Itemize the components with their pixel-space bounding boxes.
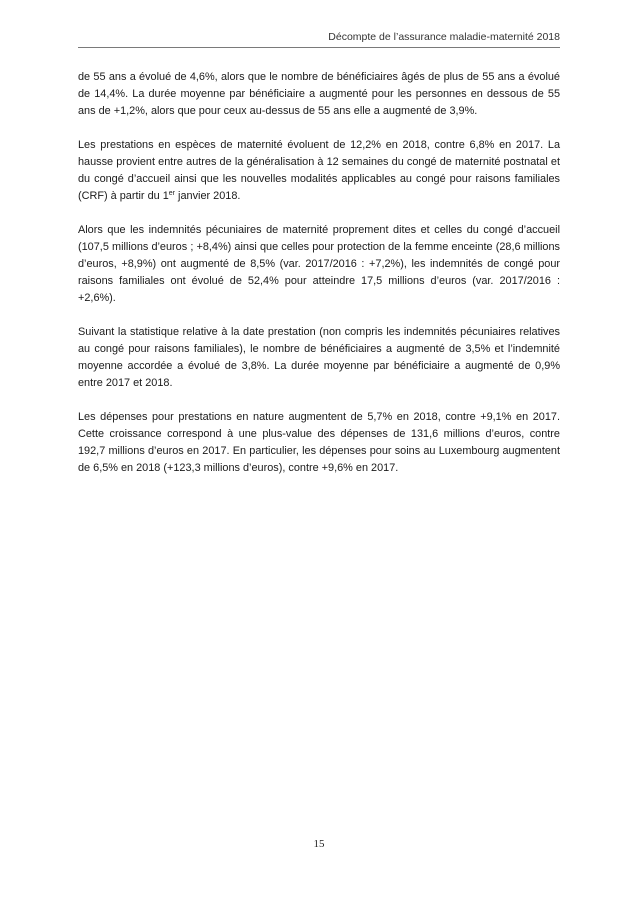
- paragraph-maternity-allowances: Alors que les indemnités pécuniaires de maternité proprement dites et celles du congé d’accueil (107,5 millions d’euros ; +8,4%) ainsi que celles pour protection de la femme enceinte (28,6 millions d’euros, +8,9%) ont augmenté de 8,5% (var. 2017/2016 : +7,2%), les indemnités de congé pour raisons familiales ont évolué de 52,4% pour atteindre 17,5 millions d’euros (var. 2017/2016 : +2,6%).: [78, 224, 560, 304]
- paragraph-maternity-text: Les prestations en espèces de maternité évoluent de 12,2% en 2018, contre 6,8% en 2017. La hausse provient entre autres de la généralisation à 12 semaines du congé de maternité postnatal et du congé d’accueil ainsi que les nouvelles modalités applicables au congé pour raisons familiales (CRF) à partir du 1: [78, 139, 560, 202]
- ordinal-superscript: er: [168, 190, 176, 197]
- paragraph-benefit-date-statistics: Suivant la statistique relative à la date prestation (non compris les indemnités pécuniaires relatives au congé pour raisons familiales), le nombre de bénéficiaires a augmenté de 3,5% et l’indemnité moyenne accordée a évolué de 3,8%. La durée moyenne par bénéficiaire a augmenté de 0,9% entre 2017 et 2018.: [78, 326, 560, 389]
- paragraph-beneficiaries-age: de 55 ans a évolué de 4,6%, alors que le nombre de bénéficiaires âgés de plus de 55 ans a évolué de 14,4%. La durée moyenne par bénéficiaire a augmenté pour les personnes en dessous de 55 ans de +1,2%, alors que pour ceux au-dessus de 55 ans elle a augmenté de 3,9%.: [78, 71, 560, 117]
- document-body: [78, 69, 560, 494]
- paragraph-benefits-in-kind: Les dépenses pour prestations en nature augmentent de 5,7% en 2018, contre +9,1% en 2017. Cette croissance correspond à une plus-value des dépenses de 131,6 millions d’euros, contre 192,7 millions d’euros en 2017. En particulier, les dépenses pour soins au Luxembourg augmentent de 6,5% en 2018 (+123,3 millions d’euros), contre +9,6% en 2017.: [78, 411, 560, 474]
- page-header-title: Décompte de l’assurance maladie-maternité 2018: [328, 31, 560, 43]
- header-divider: [78, 47, 560, 48]
- paragraph-maternity-text-end: janvier 2018.: [175, 190, 241, 202]
- page-number: 15: [313, 838, 325, 850]
- paragraph-maternity-cash-benefits: [78, 137, 560, 205]
